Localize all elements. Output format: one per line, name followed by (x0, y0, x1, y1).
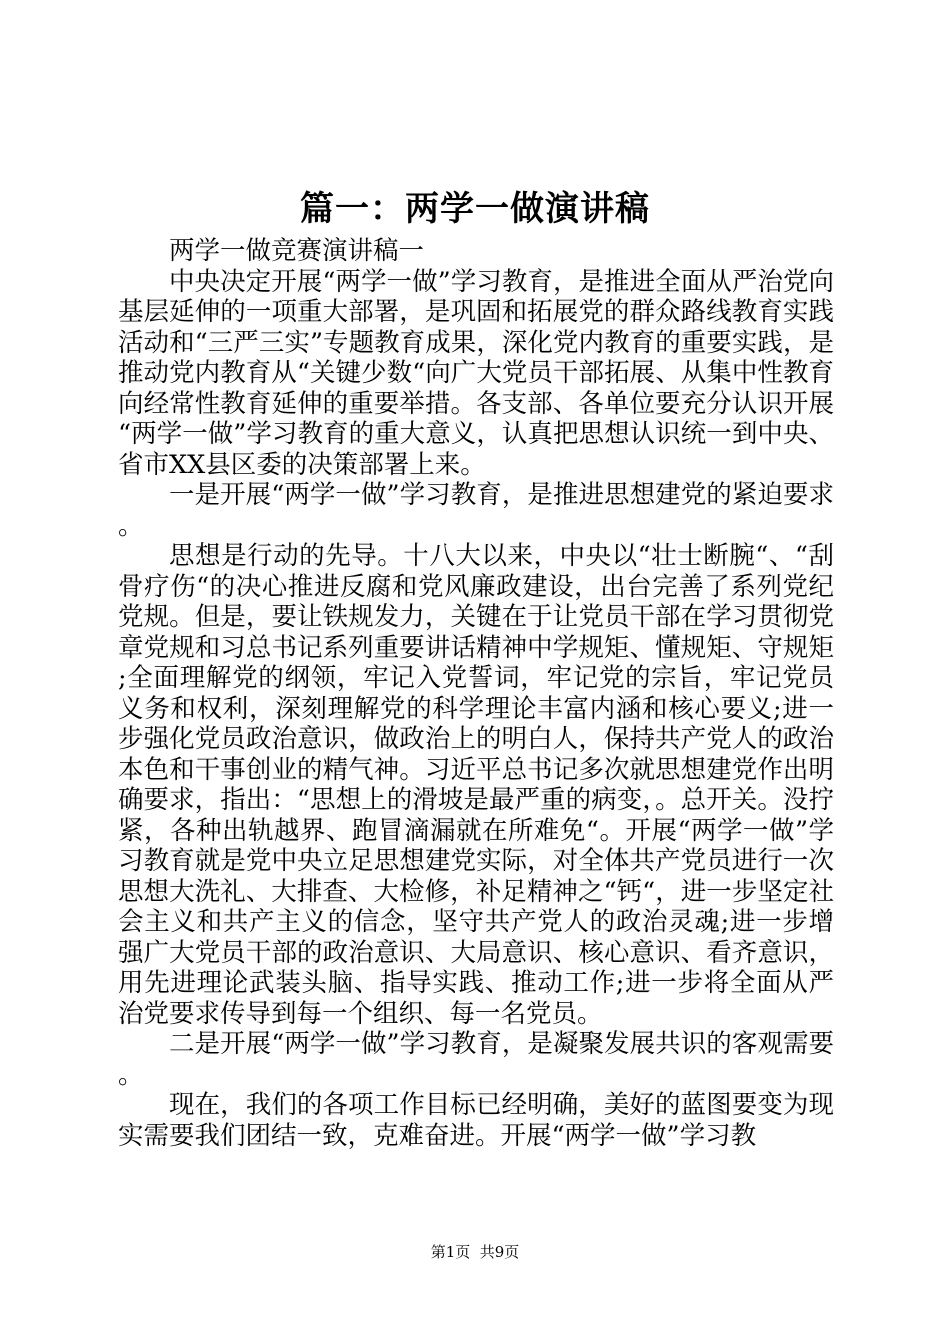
page-footer: 第1页 共9页 (430, 1243, 520, 1261)
paragraph-subtitle: 两学一做竞赛演讲稿一 (169, 236, 425, 266)
paragraph-point-one-body: 思想是行动的先导。十八大以来，中央以“壮士断腕“、“刮骨疗伤“的决心推进反腐和党风廉政建设，出台完善了系列党纪党规。但是，要让铁规发力，关键在于让党员干部在学习贯彻党章党规和习总书记系列重要讲话精神中学规矩、懂规矩、守规矩;全面理解党的纲领，牢记入党誓词，牢记党的宗旨，牢记党员义务和权利，深刻理解党的科学理论丰富内涵和核心要义;进一步强化党员政治意识，做政治上的明白人，保持共产党人的政治本色和干事创业的精气神。习近平总书记多次就思想建党作出明确要求，指出：“思想上的滑坡是最严重的病变，。总开关。没拧紧，各种出轨越界、跑冒滴漏就在所难免“。开展“两学一做”学习教育就是党中央立足思想建党实际，对全体共产党员进行一次思想大洗礼、大排查、大检修，补足精神之“钙“，进一步坚定社会主义和共产主义的信念，坚守共产党人的政治灵魂;进一步增强广大党员干部的政治意识、大局意识、核心意识、看齐意识，用先进理论武装头脑、指导实践、推动工作;进一步将全面从严治党要求传导到每一个组织、每一名党员。 (118, 541, 834, 1029)
document-title: 篇一：两学一做演讲稿 (300, 189, 650, 229)
document-body (118, 236, 834, 1151)
paragraph-point-two-body: 现在，我们的各项工作目标已经明确，美好的蓝图要变为现实需要我们团结一致，克难奋进。开展“两学一做”学习教 (118, 1090, 834, 1151)
paragraph-point-two: 二是开展“两学一做”学习教育，是凝聚发展共识的客观需要。 (118, 1029, 834, 1090)
paragraph-point-one: 一是开展“两学一做”学习教育，是推进思想建党的紧迫要求。 (118, 480, 834, 541)
paragraph-intro: 中央决定开展“两学一做”学习教育，是推进全面从严治党向基层延伸的一项重大部署，是巩固和拓展党的群众路线教育实践活动和“三严三实”专题教育成果，深化党内教育的重要实践，是推动党内教育从“关键少数“向广大党员干部拓展、从集中性教育向经常性教育延伸的重要举措。各支部、各单位要充分认识开展“两学一做”学习教育的重大意义，认真把思想认识统一到中央、省市XX县区委的决策部署上来。 (118, 266, 834, 480)
